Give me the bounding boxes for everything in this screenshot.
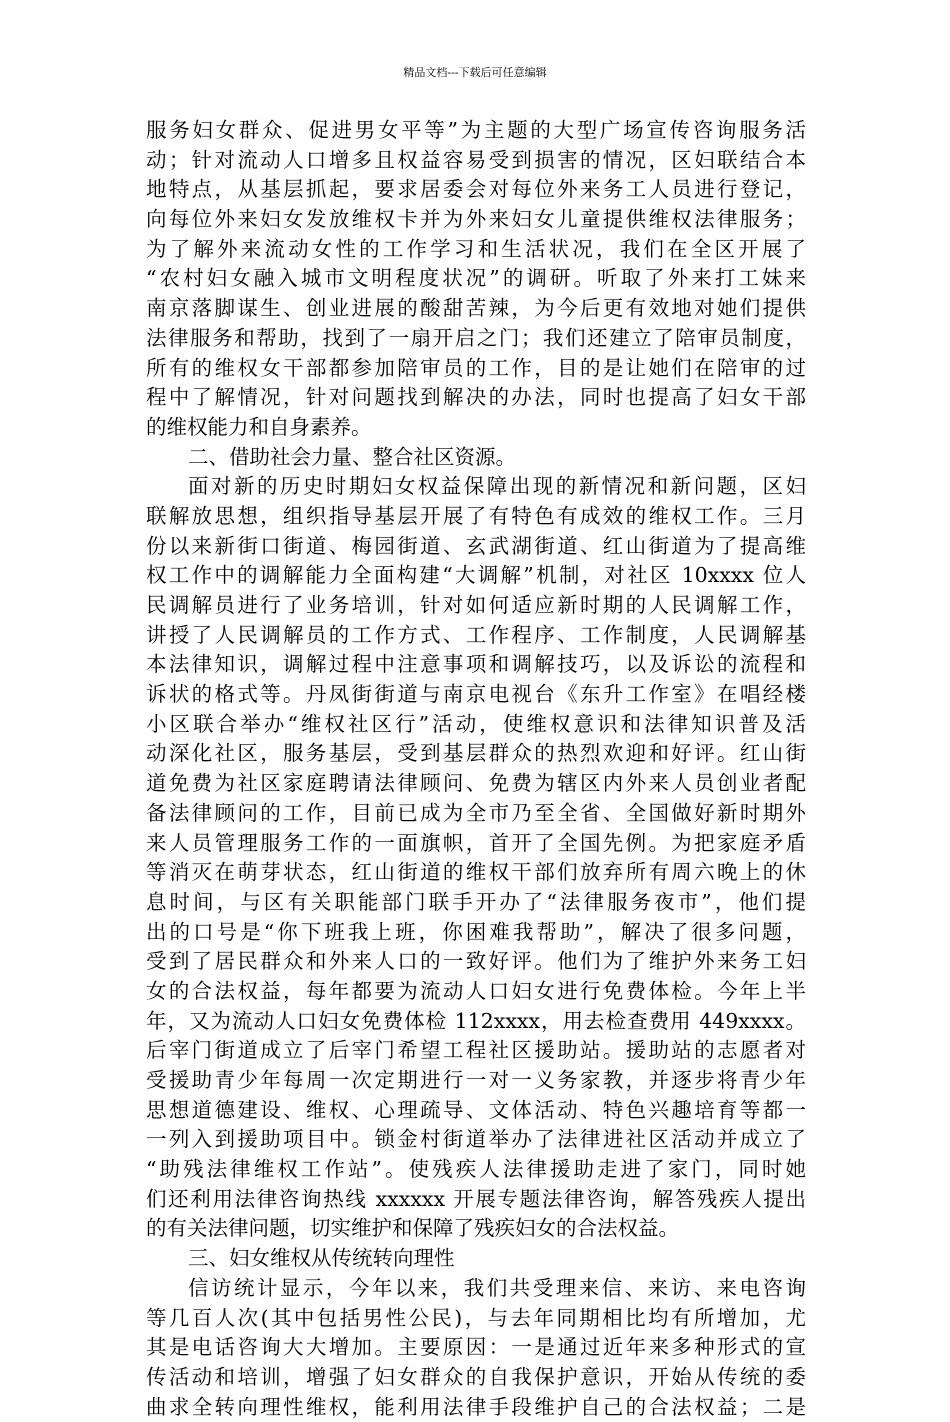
text-line: 其是电话咨询大大增加。主要原因：一是通过近年来多种形式的宣 (146, 1335, 806, 1360)
text-line: 所有的维权女干部都参加陪审员的工作，目的是让她们在陪审的过 (146, 355, 806, 380)
text-line: 讲授了人民调解员的工作方式、工作程序、工作制度，人民调解基 (146, 622, 806, 647)
text-line: 动；针对流动人口增多且权益容易受到损害的情况，区妇联结合本 (146, 147, 806, 172)
text-line: 备法律顾问的工作，目前已成为全市乃至全省、全国做好新时期外 (146, 800, 806, 825)
text-line: 女的合法权益，每年都要为流动人口妇女进行免费体检。今年上半 (146, 978, 806, 1003)
text-line: 来人员管理服务工作的一面旗帜，首开了全国先例。为把家庭矛盾 (146, 830, 806, 855)
text-line: 们还利用法律咨询热线 xxxxxx 开展专题法律咨询，解答残疾人提出 (146, 1186, 806, 1211)
text-line: 向每位外来妇女发放维权卡并为外来妇女儿童提供维权法律服务； (146, 207, 806, 232)
text-line: 信访统计显示，今年以来，我们共受理来信、来访、来电咨询 (188, 1275, 806, 1300)
text-line: 地特点，从基层抓起，要求居委会对每位外来务工人员进行登记， (146, 177, 806, 202)
text-line: 本法律知识，调解过程中注意事项和调解技巧，以及诉讼的流程和 (146, 652, 806, 677)
text-line: 小区联合举办“维权社区行”活动，使维权意识和法律知识普及活 (146, 711, 806, 736)
text-line: 联解放思想，组织指导基层开展了有特色有成效的维权工作。三月 (146, 503, 806, 528)
text-line: 动深化社区，服务基层，受到基层群众的热烈欢迎和好评。红山街 (146, 741, 806, 766)
page-header: 精品文档---下载后可任意编辑 (403, 66, 547, 79)
text-line: 思想道德建设、维权、心理疏导、文体活动、特色兴趣培育等都一 (146, 1097, 806, 1122)
text-line: 三、妇女维权从传统转向理性 (188, 1246, 455, 1271)
text-line: 民调解员进行了业务培训，针对如何适应新时期的人民调解工作， (146, 593, 806, 617)
text-line: 的有关法律问题，切实维护和保障了残疾妇女的合法权益。 (146, 1216, 679, 1241)
text-line: 的维权能力和自身素养。 (146, 414, 372, 439)
text-line: 等消灭在萌芽状态，红山街道的维权干部们放弃所有周六晚上的休 (146, 860, 806, 885)
text-line: 受援助青少年每周一次定期进行一对一义务家教，并逐步将青少年 (146, 1068, 806, 1092)
text-line: 出的口号是“你下班我上班，你困难我帮助”，解决了很多问题， (146, 919, 806, 944)
text-line: 传活动和培训，增强了妇女群众的自我保护意识，开始从传统的委 (146, 1364, 806, 1389)
text-line: 法律服务和帮助，找到了一扇开启之门；我们还建立了陪审员制度， (146, 325, 806, 350)
text-line: 一列入到援助项目中。锁金村街道举办了法律进社区活动并成立了 (146, 1127, 806, 1152)
text-line: “助残法律维权工作站”。使残疾人法律援助走进了家门，同时她 (146, 1157, 806, 1182)
document-body (146, 116, 806, 1422)
text-line: 年，又为流动人口妇女免费体检 112xxxx，用去检查费用 449xxxx。 (146, 1008, 806, 1033)
text-line: 程中了解情况，针对问题找到解决的办法，同时也提高了妇女干部 (146, 385, 806, 410)
text-line: 后宰门街道成立了后宰门希望工程社区援助站。援助站的志愿者对 (146, 1038, 806, 1063)
text-line: 二、借助社会力量、整合社区资源。 (188, 444, 516, 469)
text-line: 面对新的历史时期妇女权益保障出现的新情况和新问题，区妇 (188, 474, 806, 499)
text-line: 受到了居民群众和外来人口的一致好评。他们为了维护外来务工妇 (146, 949, 806, 974)
text-line: “农村妇女融入城市文明程度状况”的调研。听取了外来打工妹来 (146, 266, 806, 291)
text-line: 道免费为社区家庭聘请法律顾问、免费为辖区内外来人员创业者配 (146, 771, 806, 796)
text-line: 服务妇女群众、促进男女平等”为主题的大型广场宣传咨询服务活 (146, 118, 806, 142)
text-line: 为了解外来流动女性的工作学习和生活状况，我们在全区开展了 (146, 236, 806, 261)
text-line: 权工作中的调解能力全面构建“大调解”机制，对社区 10xxxx 位人 (146, 563, 806, 588)
text-line: 南京落脚谋生、创业进展的酸甜苦辣，为今后更有效地对她们提供 (146, 296, 806, 321)
text-line: 诉状的格式等。丹凤街街道与南京电视台《东升工作室》在唱经楼 (146, 682, 806, 707)
text-line: 曲求全转向理性维权，能利用法律手段维护自己的合法权益；二是 (146, 1394, 806, 1419)
text-line: 息时间，与区有关职能部门联手开办了“法律服务夜市”，他们提 (146, 889, 806, 914)
text-line: 份以来新街口街道、梅园街道、玄武湖街道、红山街道为了提高维 (146, 533, 806, 558)
text-line: 等几百人次(其中包括男性公民)，与去年同期相比均有所增加，尤 (146, 1305, 806, 1330)
